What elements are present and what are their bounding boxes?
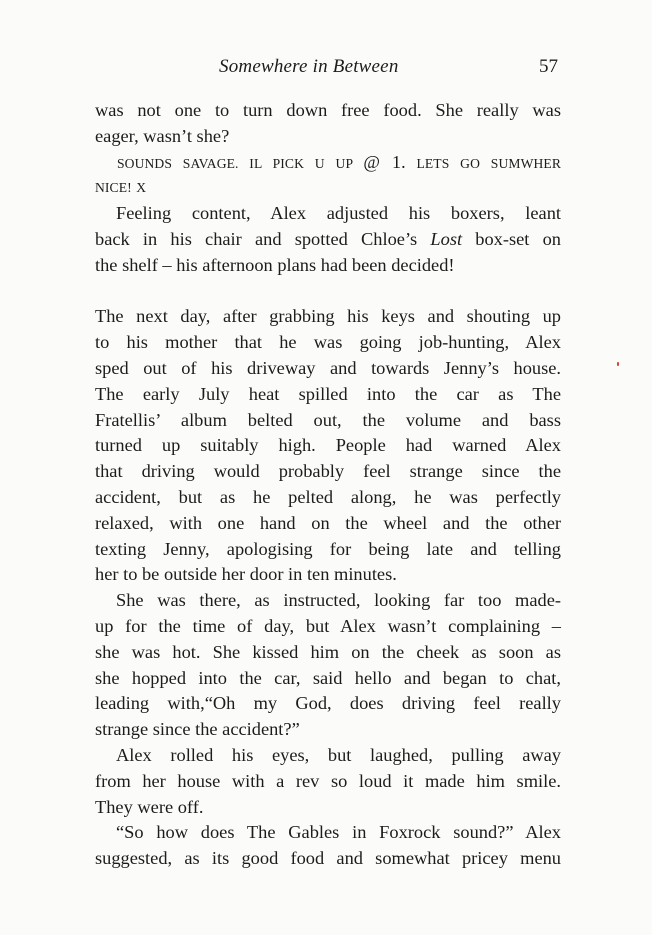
text-line: They were off. xyxy=(95,796,204,817)
text-line: Alex rolled his eyes, but laughed, pulling away xyxy=(116,744,561,765)
section-break xyxy=(95,279,561,305)
page-number: 57 xyxy=(539,56,558,77)
text-message xyxy=(95,150,561,202)
text-line xyxy=(95,227,561,253)
body-text xyxy=(95,98,561,872)
text-line: she hopped into the car, said hello and began to chat, xyxy=(95,667,561,688)
paragraph-continuation xyxy=(95,98,561,150)
text-line: sped out of his driveway and towards Jenny’s house. xyxy=(95,357,561,378)
paragraph xyxy=(95,588,561,743)
text-message-line xyxy=(95,150,561,176)
text-line: the shelf – his afternoon plans had been decided! xyxy=(95,254,455,275)
text-line: her to be outside her door in ten minutes. xyxy=(95,564,397,585)
page-header xyxy=(95,56,560,80)
paragraph xyxy=(95,304,561,588)
text-span: back in his chair and spotted Chloe’s xyxy=(95,228,431,249)
running-title: Somewhere in Between xyxy=(219,56,399,77)
text-line: that driving would probably feel strange since the xyxy=(95,461,561,482)
text-line: relaxed, with one hand on the wheel and the other xyxy=(95,512,561,533)
text-line: The next day, after grabbing his keys and shouting up xyxy=(95,306,561,327)
text-line: leading with,“Oh my God, does driving feel really xyxy=(95,693,561,714)
at-symbol: @ xyxy=(363,151,381,172)
text-line: The early July heat spilled into the car as The xyxy=(95,383,561,404)
ink-speck xyxy=(617,362,619,366)
text-line: Feeling content, Alex adjusted his boxers, leant xyxy=(116,203,561,224)
text-line: accident, but as he pelted along, he was perfectly xyxy=(95,486,561,507)
sms-text: LETS GO SUMWHER xyxy=(405,155,561,171)
text-line: “So how does The Gables in Foxrock sound?” Alex xyxy=(116,822,561,843)
text-line: turned up suitably high. People had warned Alex xyxy=(95,435,561,456)
sms-time: 1. xyxy=(380,151,406,172)
text-span: box-set on xyxy=(462,228,561,249)
text-line: was not one to turn down free food. She really was xyxy=(95,100,561,120)
text-line: to his mother that he was going job-hunting, Alex xyxy=(95,332,561,353)
show-title: Lost xyxy=(430,228,463,249)
paragraph xyxy=(95,820,561,872)
text-line: texting Jenny, apologising for being late and telling xyxy=(95,538,561,559)
text-line: strange since the accident?” xyxy=(95,719,300,740)
text-line: She was there, as instructed, looking far too made- xyxy=(116,590,561,611)
paragraph xyxy=(95,743,561,820)
text-line: Fratellis’ album belted out, the volume and bass xyxy=(95,409,561,430)
text-line: up for the time of day, but Alex wasn’t complaining – xyxy=(95,615,561,636)
text-line: suggested, as its good food and somewhat pricey menu xyxy=(95,848,561,869)
text-line: from her house with a rev so loud it made him smile. xyxy=(95,770,561,791)
sms-text: SOUNDS SAVAGE. IL PICK U UP xyxy=(117,155,364,171)
text-line: she was hot. She kissed him on the cheek as soon as xyxy=(95,641,561,662)
paragraph xyxy=(95,201,561,278)
text-message-line: NICE! X xyxy=(95,180,147,196)
text-line: eager, wasn’t she? xyxy=(95,125,230,146)
